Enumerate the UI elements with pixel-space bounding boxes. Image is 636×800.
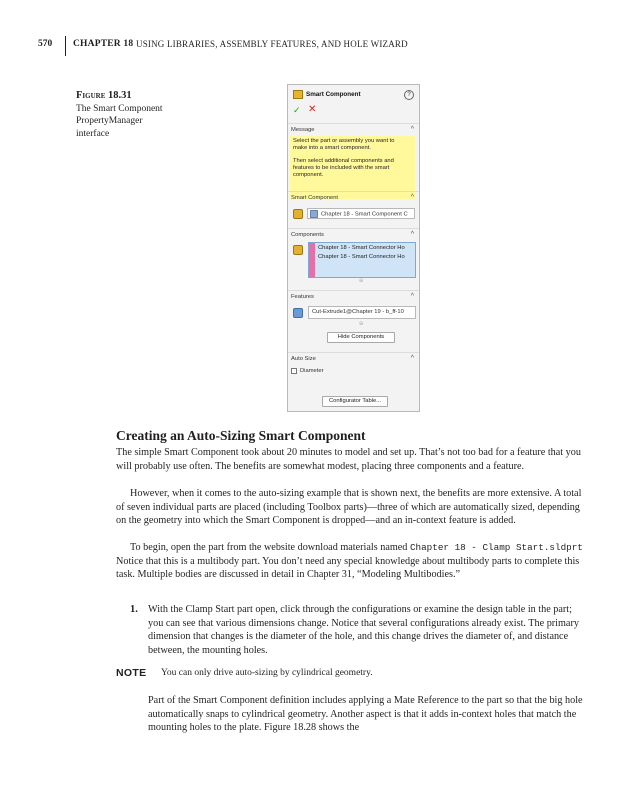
section-title: Smart Component: [291, 195, 339, 201]
components-selection-icon: [293, 245, 303, 255]
paragraph: The simple Smart Component took about 20 minutes to model and set up. That’s not too bad for a feature that you will probably use often. The benefits are somewhat modest, placing three components and a feature.: [116, 447, 581, 472]
message-box: [290, 136, 415, 199]
cancel-x-icon[interactable]: ✕: [308, 104, 317, 115]
smart-component-value: Chapter 18 - Smart Component C: [321, 211, 408, 218]
message-line: Select the part or assembly you want to: [293, 138, 395, 144]
running-header: [38, 38, 598, 54]
step-number: 1.: [130, 604, 138, 615]
caption-line: The Smart Component: [76, 103, 163, 114]
collapse-chevron-icon[interactable]: ^: [410, 231, 414, 238]
components-section: [288, 228, 419, 286]
hide-components-button[interactable]: Hide Components: [327, 332, 395, 343]
collapse-chevron-icon[interactable]: ^: [410, 126, 414, 133]
smart-component-selection-field[interactable]: [307, 208, 415, 219]
resize-grip-icon[interactable]: ⊖: [359, 321, 364, 327]
message-line: features to be included with the smart: [293, 164, 390, 171]
collapse-chevron-icon[interactable]: ^: [410, 293, 414, 300]
figure-caption: [76, 90, 206, 140]
paragraph: However, when it comes to the auto-sizing example that is shown next, the benefits are more extensive. A total of seven individual parts are placed (including Toolbox parts)—three of which are automatically sized, depending on the geometry into which the Smart Component is dropped—and an in-context feature is added.: [116, 488, 582, 526]
message-line: component.: [293, 172, 324, 179]
help-icon[interactable]: ?: [404, 90, 414, 100]
section-title: Auto Size: [291, 356, 316, 362]
components-list[interactable]: [308, 242, 416, 278]
smart-component-icon: [293, 90, 303, 99]
smart-component-section: [288, 191, 419, 228]
list-item[interactable]: Cut-Extrude1@Chapter 19 - b_ff-10: [312, 309, 404, 315]
pm-title: Smart Component: [306, 91, 361, 98]
section-title: Features: [291, 294, 314, 300]
message-line: make into a smart component.: [293, 145, 371, 152]
note-text: You can only drive auto-sizing by cylindrical geometry.: [161, 668, 373, 678]
caption-line: PropertyManager: [76, 116, 143, 126]
selection-color-bar: [309, 243, 315, 277]
collapse-chevron-icon[interactable]: ^: [410, 194, 414, 201]
paragraph-text: Notice that this is a multibody part. You don’t need any special knowledge about multibody parts to complete this task. Multiple bodies are discussed in detail in Chapter 31, “Modeling Multibodies.”: [116, 555, 580, 580]
section-title: Components: [291, 232, 324, 238]
figure-label: Figure 18.31: [76, 90, 132, 101]
chapter-label: CHAPTER 18: [73, 39, 134, 49]
section-title: Message: [291, 127, 315, 133]
diameter-checkbox[interactable]: [291, 368, 297, 374]
note-label: NOTE: [116, 667, 147, 679]
header-divider: [65, 36, 66, 56]
paragraph-text: To begin, open the part from the website download materials named: [130, 542, 410, 553]
caption-line: interface: [76, 128, 110, 139]
resize-grip-icon[interactable]: ⊖: [359, 278, 364, 284]
smart-component-propertymanager: [287, 84, 420, 412]
list-item[interactable]: Chapter 18 - Smart Connector Ho: [318, 245, 405, 251]
file-name-code: Chapter 18 - Clamp Start.sldprt: [409, 542, 583, 553]
chapter-title: USING LIBRARIES, ASSEMBLY FEATURES, AND HOLE WIZARD: [136, 39, 408, 49]
collapse-chevron-icon[interactable]: ^: [410, 355, 414, 362]
message-line: Then select additional components and: [293, 157, 394, 164]
smart-component-selection-icon: [293, 209, 303, 219]
features-list[interactable]: [308, 306, 416, 319]
paragraph: [116, 541, 584, 582]
ok-check-icon[interactable]: ✓: [293, 105, 301, 115]
features-section: [288, 290, 419, 351]
paragraph: Part of the Smart Component definition includes applying a Mate Reference to the part so that the big hole automatically snaps to cylindrical geometry. Another aspect is that it adds in-context holes that match the mounting holes to the plate. Figure 18.28 shows the: [148, 695, 583, 733]
page-number: 570: [38, 39, 53, 49]
part-color-icon: [310, 210, 318, 218]
section-heading: Creating an Auto-Sizing Smart Component: [116, 428, 366, 443]
step-text: With the Clamp Start part open, click through the configurations or examine the design table in the part; you can see that various dimensions change. Notice that several configurations already exist. The primary dimension that changes is the diameter of the hole, and this change drives the diameter of, and distance between, the mounting holes.: [148, 604, 579, 656]
features-selection-icon: [293, 308, 303, 318]
configurator-table-button[interactable]: Configurator Table...: [322, 396, 388, 407]
diameter-label: Diameter: [300, 368, 324, 374]
list-item[interactable]: Chapter 18 - Smart Connector Ho: [318, 254, 405, 260]
auto-size-section: [288, 352, 419, 413]
